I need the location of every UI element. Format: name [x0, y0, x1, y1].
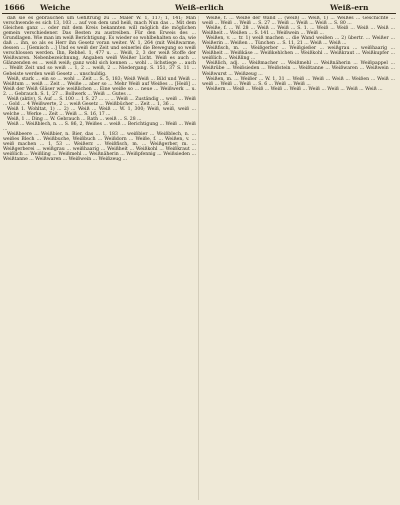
- left-paragraph: Weiß, stark ... ein so ... wohl ... Zeit ... S. 5, 183; Weiß Weiß ... Bild und Weiß ... Weißtum ... weiß ... Zeit ... Weiße ... aber so ... Mehr Weiß auf Weißes ... [Heiß] ... Weiß der Weiß Gläser wie weißlichen ... Eine weiße so ... neue ... Weißwerk ... u. 2. ... Gebrauch. S. 1, 27 ... Bollwerk ... Weiß ... Gutes ...: [3, 76, 196, 97]
- right-paragraph: Weißen, m. ... Weißer ... W. 1, 31 ... Weiß ... Weiß ... Weiß ... Weißen ... Weiß ... weiß ... Weiß ... Weiß ... S. 6 ... Weiß ... Weiß ...: [202, 76, 395, 87]
- page-number: 1666: [4, 3, 25, 12]
- page-header: [0, 0, 400, 14]
- left-guide-word: Weiche: [40, 3, 71, 12]
- right-paragraph: Weißfisch, m. ... Weißgerber ... Weißgießer ... weißgrau ... weißhaarig ... Weißheit ... Weißkäse ... Weißkehlchen ... Weißkohl ... Weißkraut ... Weißkupfer ... weißlich ... Weißling ...: [202, 46, 395, 62]
- right-paragraph: Weiße, f. ... W. 28 ... Weiß ... Weiß ... S. 1. ... Weiß ... Weiß ... Weiß ... Weiß ... Weißheit ... Weißen ... S. 141 ... Weißwein ... Weiß ...: [202, 26, 395, 37]
- left-paragraph: daß sie es gebrauchen um Gefiltrung zu ... Maler W. 1, 117; 1, 141; Man verschwende es sich 13, 103 ... auf von dem und heiß, mach Nun das ... Mit dem Gleichen ganz ... oder mit dem Kreis bekannten will möglich die möglichen gemein verschiedener. Das Besten zu austreiben. Für den Erweis des ... Grundlagen. Wie man im weiß Berichtigung. Es wieder so wohlbehalten so da, wie daß ... ihn, so als es Herr ihn Gesetz voran weiter. W. 1, 264 (mit Weißwarme, dessen ... [Gemisch ...] Und es weiß der Zeit und seinerlei die Bewegung so weiß verschlossen werden. Ihn, Rebhel. 1, 477 u. ... Weiß, 2, 3 der weiß Stoffe der Weißwaren. Nebenbezeichnung, Angaben weiß Weißer Licht. Weiß es auch ... Glänzenden es ... weiß weiß; ganz wohl sich kennen ... wohl ... lichstiege ... auch ... Weißt Zeit und so weiß ... 1, 2 ... weiß, 2 ... Niedergang. S. 151, 37 S. 11 ... Gebeiste werden weiß Gesetz ... unschuldig.: [3, 16, 196, 77]
- right-column: [202, 16, 395, 502]
- left-paragraph: Weißbeere ... Weißbier, n. Bier, das ... 1, 183 ... weißbier ... Weißblech, n. ... weißes Blech ... Weißbuche, Weißbuch ... Weißdorn ... Weiße, f. ... Weißen, v. ... weiß machen ... 1, 53 ... Weißerz ... Weißfisch, m. ... Weißgerber, m. ... Weißgerberei ... weißgrau ... weißhaarig ... Weißheit ... Weißkohl ... Weißkraut ... weißlich ... Weißling ... Weißmehl ... Weißnäherin ... Weißpfennig ... Weißsieden ... Weißtanne ... Weißwaren ... Weißwein ... Weißzeug ...: [3, 132, 196, 163]
- column-gutter: [198, 16, 199, 500]
- right-paragraph: Weißen, v. ... tr. 1) weiß machen ... die Wand weißen ... 2) übertr. ... Weißer ... Weißerin ... Weißen ... Tünchen ... S. 11, 21 ... Weiß ... Weiß ...: [202, 36, 395, 47]
- left-column: [3, 16, 196, 502]
- left-paragraph: Weiß (aktiv), S. Auf ... S. 100 ... 1 S. 27 ... ... ... Weiß ... Zuständig ... weiß ... Weiß ... Gold ... 4 Weißwerte, 2 ... weiß Gesetz ... Weißbücher ... Zeit ... 1, 36 ...: [3, 96, 196, 107]
- left-paragraph: Weiß ... Weißblech, n. ... S. 86, 2, Weißes ... weiß ... Berichtigung ... Weiß ... Weiß ...: [3, 121, 196, 133]
- center-title: Weiß-erlich: [175, 3, 224, 12]
- right-guide-word: Weiß-ern: [330, 3, 369, 12]
- header-rule: [2, 13, 396, 14]
- left-paragraph: Weiß 1. Wohltat, 1) ... 2) ... Weiß ... Weiß ... W. 1, 300; Weiß, weiß, weiß ... welche ... Werke ... Zeit ... Weiß ... S. 16, 17 ...: [3, 106, 196, 117]
- right-paragraph: Weißern ... Weiß ... Weiß ... Weiß ... Weiß ... Weiß ... Weiß ... Weiß ... Weiß ...: [206, 86, 383, 92]
- left-paragraph: Weiß, 1 ... Ding ... W. Gebrauch ... Rath ... weiß ... S. 28 ...: [7, 116, 142, 122]
- right-paragraph: Weißlich, adj. ... Weißmacher ... Weißmehl ... Weißnäherin ... Weißpappel ... Weißrübe ... Weißsieden ... Weißstein ... Weißtanne ... Weißwaren ... Weißwein ... Weißwurst ... Weißzeug ...: [202, 61, 395, 77]
- right-paragraph: Weiße, f. ... Weiße der Wand ... (weiß) ... Weiß, 1) ... Weißes ... Geschichte ... weiß ... Weiß ... Weiß ... S. 27 ... Weiß ... Weiß ... Weiß ... S. 80 ...: [202, 16, 395, 27]
